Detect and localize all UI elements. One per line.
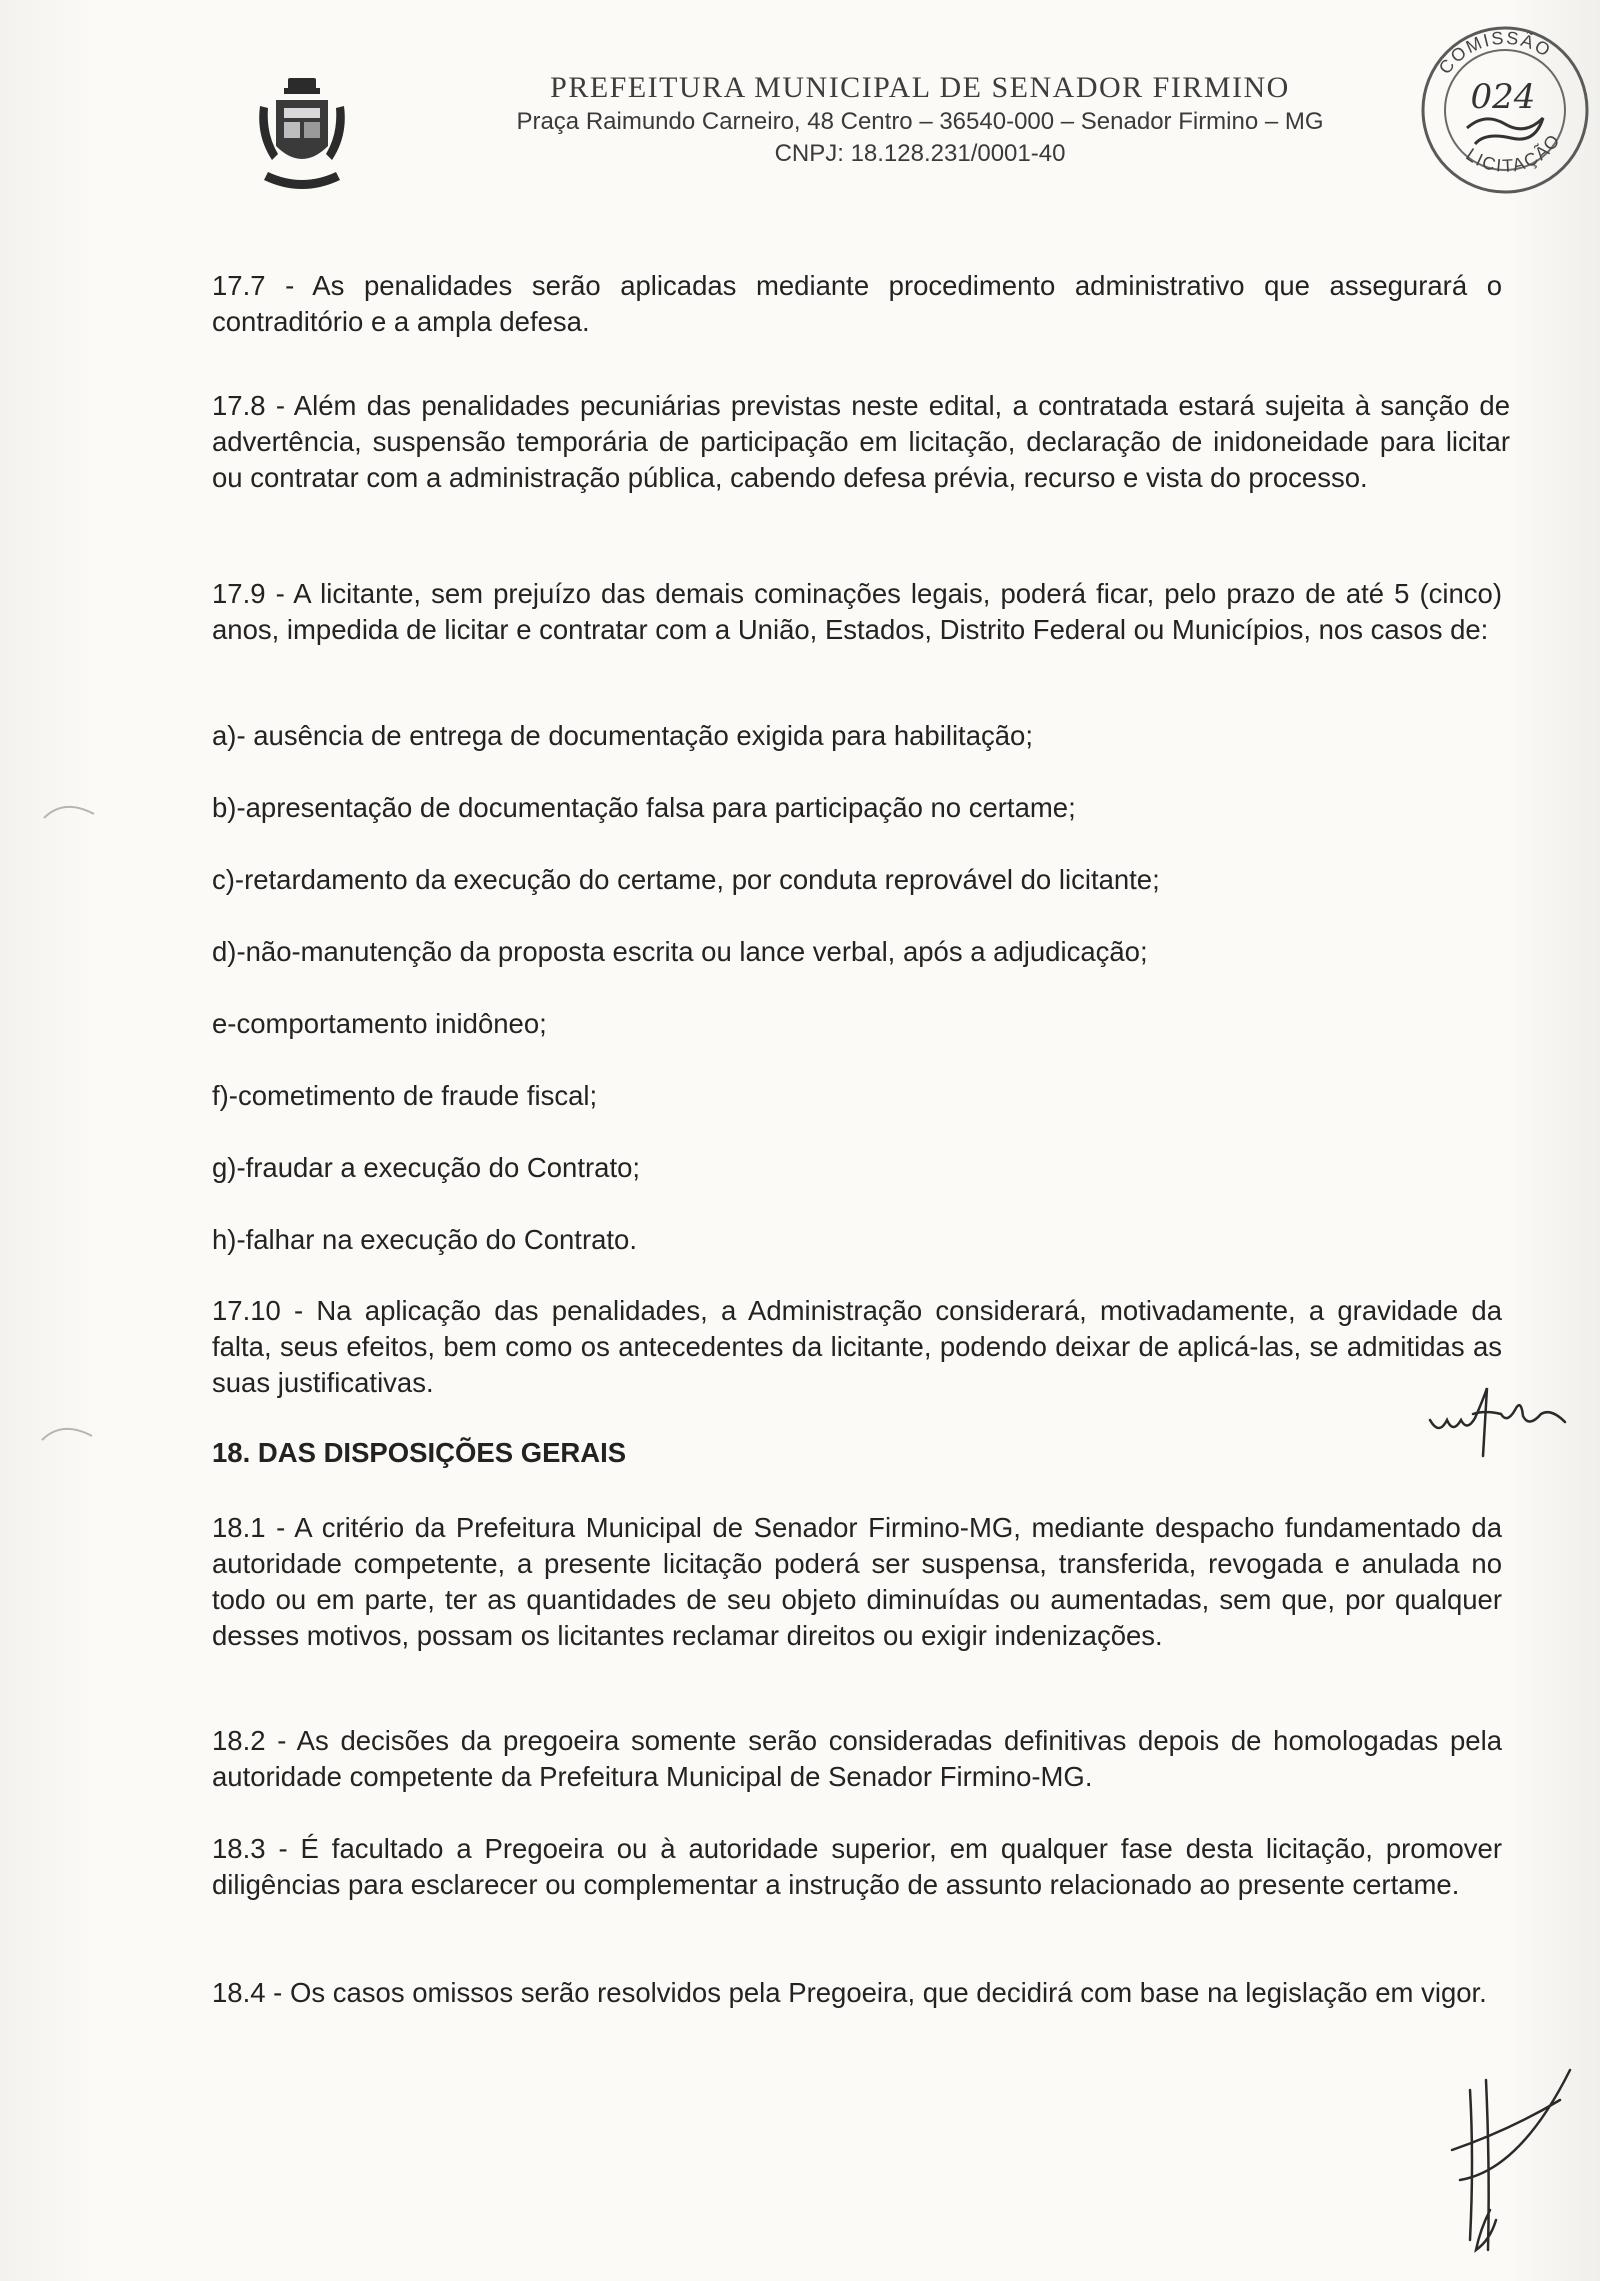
svg-text:LICITAÇÃO bbox=[1462, 129, 1564, 175]
list-item: a)- ausência de entrega de documentação exigida para habilitação; bbox=[212, 720, 1033, 751]
paragraph-18-2: 18.2 - As decisões da pregoeira somente serão consideradas definitivas depois de homologadas pela autoridade competente da Prefeitura Municipal de Senador Firmino-MG. bbox=[212, 1725, 1502, 1792]
municipal-crest-icon bbox=[254, 76, 350, 194]
scan-margin-mark bbox=[40, 798, 100, 822]
paragraph-18-1: 18.1 - A critério da Prefeitura Municipal de Senador Firmino-MG, mediante despacho fundamentado da autoridade competente, a presente licitação poderá ser suspensa, transferida, revogada e anulada no todo ou em parte, ter as quantidades de seu objeto diminuídas ou aumentadas, sem que, por qualquer desses motivos, possam os licitantes reclamar direitos ou exigir indenizações. bbox=[212, 1512, 1502, 1651]
municipality-cnpj: CNPJ: 18.128.231/0001-40 bbox=[774, 140, 1066, 167]
scan-margin-mark bbox=[38, 1420, 98, 1444]
paragraph-18-3: 18.3 - É facultado a Pregoeira ou à autoridade superior, em qualquer fase desta licitação, promover diligências para esclarecer ou complementar a instrução de assunto relacionado ao presente certame. bbox=[212, 1833, 1502, 1900]
stamp-top-text: COMISSÃO bbox=[1434, 27, 1556, 78]
paragraph-17-10: 17.10 - Na aplicação das penalidades, a Administração considerará, motivadamente, a gravidade da falta, seus efeitos, bem como os antecedentes da licitante, podendo deixar de aplicá-las, se admitidas as suas justificativas. bbox=[212, 1295, 1502, 1398]
list-item: b)-apresentação de documentação falsa para participação no certame; bbox=[212, 792, 1076, 823]
list-item: c)-retardamento da execução do certame, por conduta reprovável do licitante; bbox=[212, 864, 1160, 895]
handwritten-signature bbox=[1430, 2060, 1580, 2260]
list-item: g)-fraudar a execução do Contrato; bbox=[212, 1152, 641, 1183]
letterhead bbox=[0, 0, 1600, 200]
paragraph-18-4: 18.4 - Os casos omissos serão resolvidos pela Pregoeira, que decidirá com base na legislação em vigor. bbox=[212, 1977, 1487, 2008]
stamp-bottom-text: LICITAÇÃO bbox=[1462, 129, 1565, 176]
paragraph-17-7: 17.7 - As penalidades serão aplicadas mediante procedimento administrativo que assegurará o contraditório e a ampla defesa. bbox=[212, 270, 1502, 337]
list-item: h)-falhar na execução do Contrato. bbox=[212, 1224, 637, 1255]
municipality-name: PREFEITURA MUNICIPAL DE SENADOR FIRMINO bbox=[550, 71, 1290, 104]
paragraph-17-8: 17.8 - Além das penalidades pecuniárias previstas neste edital, a contratada estará sujeita à sanção de advertência, suspensão temporária de participação em licitação, declaração de inidoneidade para licitar ou contratar com a administração pública, cabendo defesa prévia, recurso e vista do processo. bbox=[212, 390, 1510, 493]
letterhead-text bbox=[440, 70, 1400, 170]
municipality-address: Praça Raimundo Carneiro, 48 Centro – 36540-000 – Senador Firmino – MG bbox=[516, 108, 1324, 135]
stamp-page-number: 024 bbox=[1470, 77, 1536, 117]
list-item: d)-não-manutenção da proposta escrita ou lance verbal, após a adjudicação; bbox=[212, 936, 1148, 967]
svg-text:COMISSÃO bbox=[1435, 28, 1555, 78]
paragraph-17-9: 17.9 - A licitante, sem prejuízo das demais cominações legais, poderá ficar, pelo prazo de até 5 (cinco) anos, impedida de licitar e contratar com a União, Estados, Distrito Federal ou Municípios, nos casos de: bbox=[212, 578, 1502, 645]
list-item: f)-cometimento de fraude fiscal; bbox=[212, 1080, 598, 1111]
section-heading-18: 18. DAS DISPOSIÇÕES GERAIS bbox=[212, 1437, 627, 1468]
handwritten-initials bbox=[1425, 1380, 1575, 1460]
list-item: e-comportamento inidôneo; bbox=[212, 1008, 547, 1039]
commission-stamp bbox=[1415, 20, 1595, 200]
